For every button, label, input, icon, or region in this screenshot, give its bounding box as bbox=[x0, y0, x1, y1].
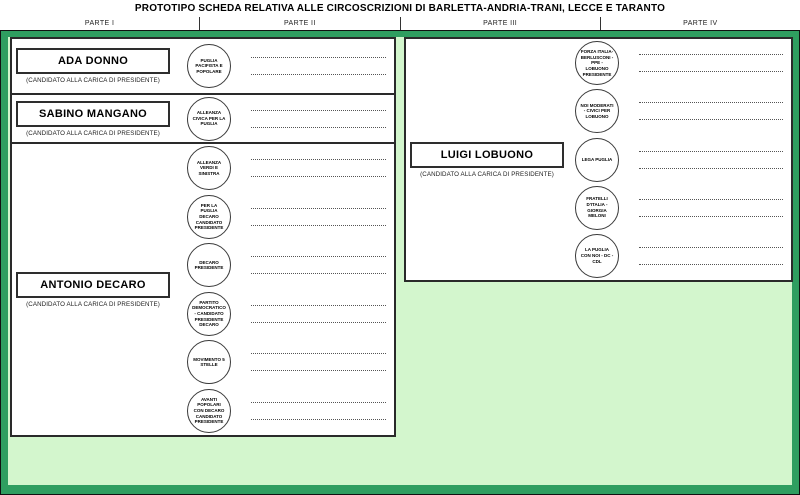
party-symbol[interactable] bbox=[187, 44, 231, 88]
preference-line[interactable] bbox=[639, 216, 783, 217]
candidate-caption: (CANDIDATO ALLA CARICA DI PRESIDENTE) bbox=[420, 170, 554, 178]
preference-line[interactable] bbox=[251, 419, 386, 420]
preference-line[interactable] bbox=[251, 176, 386, 177]
preference-line[interactable] bbox=[251, 322, 386, 323]
page-title: PROTOTIPO SCHEDA RELATIVA ALLE CIRCOSCRIZIONI DI BARLETTA-ANDRIA-TRANI, LECCE E TARANTO bbox=[134, 3, 666, 14]
preference-lines bbox=[639, 247, 783, 265]
preference-line[interactable] bbox=[251, 256, 386, 257]
preference-line[interactable] bbox=[251, 74, 386, 75]
party-symbol-label: LA PUGLIA CON NOI - DC - CDL bbox=[580, 247, 614, 264]
preference-line[interactable] bbox=[251, 402, 386, 403]
list-row bbox=[406, 87, 791, 135]
list-row bbox=[12, 338, 394, 387]
preference-line[interactable] bbox=[251, 353, 386, 354]
preference-line[interactable] bbox=[639, 168, 783, 169]
list-row bbox=[406, 184, 791, 232]
preference-line[interactable] bbox=[639, 102, 783, 103]
candidate-block bbox=[16, 48, 170, 84]
party-symbol-label: PARTITO DEMOCRATICO - CANDIDATO PRESIDENTE DECARO bbox=[192, 299, 226, 328]
preference-line[interactable] bbox=[251, 273, 386, 274]
party-symbol[interactable] bbox=[575, 186, 619, 230]
preference-line[interactable] bbox=[639, 119, 783, 120]
preference-line[interactable] bbox=[639, 71, 783, 72]
party-symbol[interactable] bbox=[187, 195, 231, 239]
preference-lines bbox=[639, 199, 783, 217]
preference-lines bbox=[639, 102, 783, 120]
party-symbol[interactable] bbox=[575, 234, 619, 278]
preference-line[interactable] bbox=[251, 370, 386, 371]
part-label-1: PARTE I bbox=[0, 17, 200, 30]
candidate-block bbox=[410, 142, 564, 178]
part-label-2: PARTE II bbox=[200, 17, 400, 30]
party-symbol-label: NOI MODERATI - CIVICI PER LOBUONO bbox=[580, 102, 614, 120]
party-symbol-label: FRATELLI D'ITALIA - GIORGIA MELONI bbox=[586, 196, 608, 219]
list-row bbox=[406, 232, 791, 280]
party-symbol[interactable] bbox=[187, 340, 231, 384]
list-row bbox=[12, 387, 394, 436]
party-symbol[interactable] bbox=[575, 138, 619, 182]
preference-line[interactable] bbox=[639, 151, 783, 152]
party-symbol-label: PER LA PUGLIA DECARO CANDIDATO PRESIDENTE bbox=[194, 202, 224, 231]
list-row bbox=[12, 144, 394, 193]
party-symbol[interactable] bbox=[187, 146, 231, 190]
party-symbol-label: DECARO PRESIDENTE bbox=[194, 259, 224, 271]
preference-lines bbox=[639, 151, 783, 169]
list-row bbox=[406, 39, 791, 87]
right-ballot-panel bbox=[404, 37, 793, 282]
section-antonio-decaro bbox=[12, 142, 394, 435]
list-row bbox=[12, 193, 394, 242]
preference-line[interactable] bbox=[639, 54, 783, 55]
candidate-block bbox=[16, 101, 170, 137]
candidate-name-box[interactable]: ADA DONNO bbox=[16, 48, 170, 74]
preference-lines bbox=[251, 353, 386, 371]
preference-line[interactable] bbox=[251, 57, 386, 58]
preference-lines bbox=[251, 110, 386, 128]
candidate-name-box[interactable]: ANTONIO DECARO bbox=[16, 272, 170, 298]
preference-lines bbox=[251, 305, 386, 323]
preference-line[interactable] bbox=[639, 199, 783, 200]
part-label-3: PARTE III bbox=[401, 17, 601, 30]
part-label-4: PARTE IV bbox=[683, 20, 718, 27]
party-symbol[interactable] bbox=[187, 292, 231, 336]
preference-line[interactable] bbox=[251, 225, 386, 226]
party-symbol[interactable] bbox=[575, 41, 619, 85]
party-symbol-label: ALLEANZA CIVICA PER LA PUGLIA bbox=[192, 110, 226, 127]
preference-lines bbox=[251, 402, 386, 420]
preference-lines bbox=[251, 256, 386, 274]
section-sabino-mangano bbox=[12, 93, 394, 142]
party-symbol-label: ALLEANZA VERDI E SINISTRA bbox=[196, 159, 222, 177]
candidate-caption: (CANDIDATO ALLA CARICA DI PRESIDENTE) bbox=[26, 300, 160, 308]
preference-line[interactable] bbox=[251, 110, 386, 111]
preference-lines bbox=[639, 54, 783, 72]
candidate-caption: (CANDIDATO ALLA CARICA DI PRESIDENTE) bbox=[26, 129, 160, 137]
party-symbol-label: LEGA PUGLIA bbox=[581, 156, 613, 162]
candidate-name-box[interactable]: SABINO MANGANO bbox=[16, 101, 170, 127]
party-symbol[interactable] bbox=[187, 243, 231, 287]
party-symbol-label: AVANTI POPOLARI CON DECARO CANDIDATO PRESIDENTE bbox=[193, 396, 225, 425]
section-luigi-lobuono bbox=[406, 39, 791, 280]
candidate-block bbox=[16, 272, 170, 308]
candidate-caption: (CANDIDATO ALLA CARICA DI PRESIDENTE) bbox=[26, 77, 160, 84]
preference-line[interactable] bbox=[639, 264, 783, 265]
party-symbol[interactable] bbox=[187, 389, 231, 433]
preference-line[interactable] bbox=[251, 159, 386, 160]
preference-lines bbox=[251, 159, 386, 177]
left-ballot-panel bbox=[10, 37, 396, 437]
preference-line[interactable] bbox=[639, 247, 783, 248]
candidate-name-box[interactable]: LUIGI LOBUONO bbox=[410, 142, 564, 168]
party-symbol-label: PUGLIA PACIFISTA E POPOLARE bbox=[195, 57, 223, 74]
party-symbol[interactable] bbox=[187, 97, 231, 141]
party-symbol-label: FORZA ITALIA-BERLUSCONI - PPE - LOBUONO PRESIDENTE bbox=[580, 49, 614, 77]
preference-lines bbox=[251, 57, 386, 75]
party-symbol-label: MOVIMENTO 5 STELLE bbox=[193, 356, 225, 368]
section-ada-donno bbox=[12, 39, 394, 93]
party-symbol[interactable] bbox=[575, 89, 619, 133]
preference-line[interactable] bbox=[251, 208, 386, 209]
preference-line[interactable] bbox=[251, 305, 386, 306]
preference-line[interactable] bbox=[251, 127, 386, 128]
parts-header bbox=[0, 17, 800, 30]
preference-lines bbox=[251, 208, 386, 226]
